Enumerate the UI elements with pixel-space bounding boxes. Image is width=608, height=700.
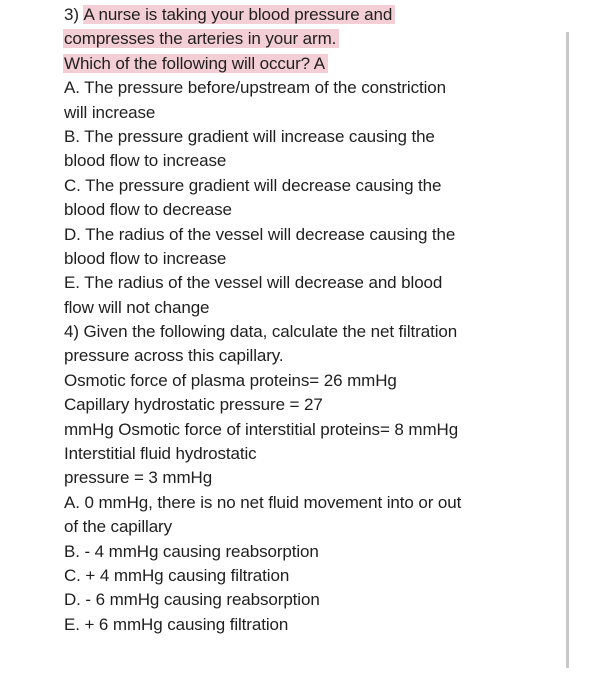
question-3-stem-line-2 <box>64 27 554 51</box>
question-3-option-a-line-2: will increase <box>64 102 156 122</box>
question-4-data-line-4: Interstitial fluid hydrostatic <box>64 444 257 464</box>
question-4-option-b: B. - 4 mmHg causing reabsorption <box>64 541 319 561</box>
question-3-stem-line-1 <box>64 3 554 27</box>
question-3-option-b-line-1: B. The pressure gradient will increase causing the <box>64 126 435 146</box>
question-4-option-e: E. + 6 mmHg causing filtration <box>64 614 289 634</box>
question-3-option-c-line-2: blood flow to decrease <box>64 200 232 220</box>
page-edge-rule <box>566 32 569 668</box>
question-4-option-d: D. - 6 mmHg causing reabsorption <box>64 590 320 610</box>
question-3-stem-line-3 <box>64 52 554 76</box>
question-4-data-line-5: pressure = 3 mmHg <box>64 468 213 488</box>
highlighted-text: Which of the following will occur? A <box>63 54 328 73</box>
question-4-option-c: C. + 4 mmHg causing filtration <box>64 565 290 585</box>
question-3-option-d-line-2: blood flow to increase <box>64 248 227 268</box>
question-3-option-e-line-2: flow will not change <box>64 297 210 317</box>
question-3-option-e-line-1: E. The radius of the vessel will decrease and blood <box>64 273 443 293</box>
question-3-option-b-line-2: blood flow to increase <box>64 151 227 171</box>
question-4-data-line-1: Osmotic force of plasma proteins= 26 mmHg <box>64 370 397 390</box>
highlighted-text: A nurse is taking your blood pressure and <box>83 5 396 24</box>
question-3-option-a-line-1: A. The pressure before/upstream of the constriction <box>64 78 447 98</box>
question-4-stem-line-2: pressure across this capillary. <box>64 346 284 366</box>
question-4-stem-line-1: 4) Given the following data, calculate the net filtration <box>64 322 458 342</box>
question-4-option-a-line-1: A. 0 mmHg, there is no net fluid movement into or out <box>64 492 462 512</box>
question-3-number: 3) <box>64 5 79 24</box>
question-3-option-c-line-1: C. The pressure gradient will decrease causing the <box>64 175 442 195</box>
highlighted-text: compresses the arteries in your arm. <box>63 29 339 48</box>
question-4-data-line-3: mmHg Osmotic force of interstitial proteins= 8 mmHg <box>64 419 459 439</box>
question-4-option-a-line-2: of the capillary <box>64 517 173 537</box>
question-text-block <box>64 3 554 637</box>
question-4-data-line-2: Capillary hydrostatic pressure = 27 <box>64 395 323 415</box>
question-3-option-d-line-1: D. The radius of the vessel will decrease causing the <box>64 224 456 244</box>
